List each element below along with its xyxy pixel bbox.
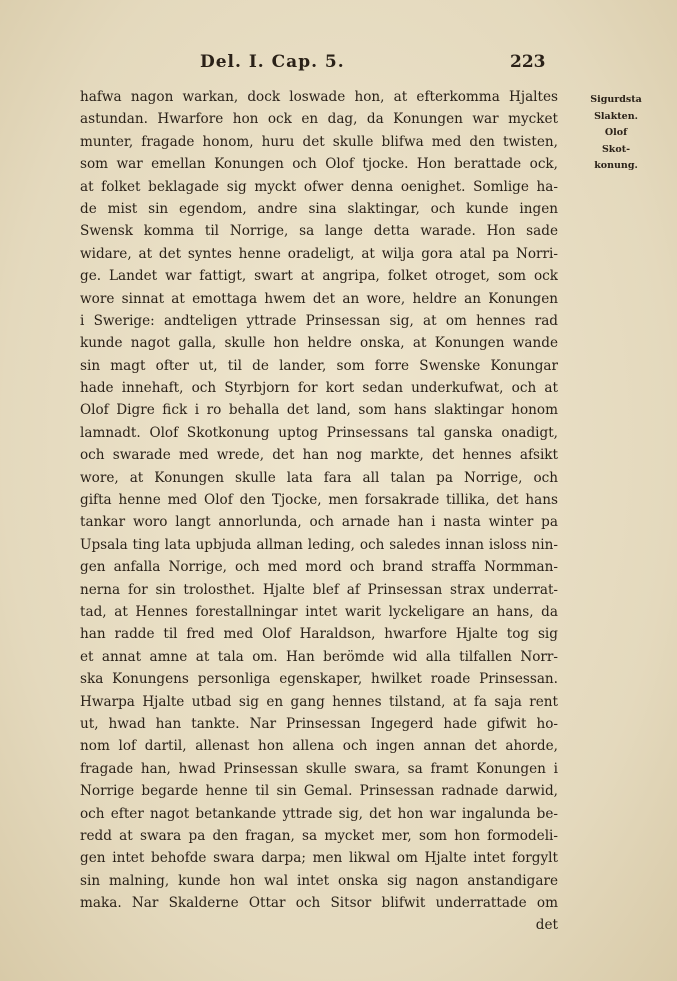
text-line: han radde til fred med Olof Haraldson, hwarfore Hjalte tog sig xyxy=(80,626,558,643)
text-line: gifta henne med Olof den Tjocke, men forsakrade tillika, det hans xyxy=(80,492,558,509)
text-line: tankar woro langt annorlunda, och arnade han i nasta winter pa xyxy=(80,514,558,531)
text-line: gen intet behofde swara darpa; men likwal om Hjalte intet forgylt xyxy=(80,850,558,867)
text-line: at folket beklagade sig myckt ofwer denna oenighet. Somlige ha- xyxy=(80,178,558,195)
text-line: Swensk komma til Norrige, sa lange detta warade. Hon sade xyxy=(80,223,558,240)
text-line: nom lof dartil, allenast hon allena och ingen annan det ahorde, xyxy=(80,738,558,755)
text-line: Hwarpa Hjalte utbad sig en gang hennes tilstand, at fa saja rent xyxy=(80,693,558,710)
body-text xyxy=(80,86,558,937)
text-line: sin magt ofter ut, til de lander, som forre Swenske Konungar xyxy=(80,357,558,374)
text-line: astundan. Hwarfore hon ock en dag, da Konungen war mycket xyxy=(80,111,558,128)
text-line: i Swerige: andteligen yttrade Prinsessan sig, at om hennes rad xyxy=(80,312,558,329)
text-line: kunde nagot galla, skulle hon heldre onska, at Konungen wande xyxy=(80,335,558,352)
text-line: de mist sin egendom, andre sina slaktingar, och kunde ingen xyxy=(80,200,558,217)
text-line: som war emellan Konungen och Olof tjocke. Hon berattade ock, xyxy=(80,156,558,173)
text-line: gen anfalla Norrige, och med mord och brand straffa Normman- xyxy=(80,559,558,576)
text-line: widare, at det syntes henne oradeligt, at wilja gora atal pa Norri- xyxy=(80,245,558,262)
text-line: munter, fragade honom, huru det skulle blifwa med den twisten, xyxy=(80,133,558,150)
text-line: ge. Landet war fattigt, swart at angripa, folket otroget, som ock xyxy=(80,268,558,285)
text-line: redd at swara pa den fragan, sa mycket mer, som hon formodeli- xyxy=(80,827,558,844)
text-line: hafwa nagon warkan, dock loswade hon, at efterkomma Hjaltes xyxy=(80,89,558,105)
page-header xyxy=(0,50,677,80)
text-line: tad, at Hennes forestallningar intet warit lyckeligare an hans, da xyxy=(80,603,558,620)
text-line: fragade han, hwad Prinsessan skulle swara, sa framt Konungen i xyxy=(80,760,558,777)
margin-note-line: Slakten. xyxy=(594,110,638,122)
page-number: 223 xyxy=(510,52,546,72)
running-head: Del. I. Cap. 5. xyxy=(200,52,345,72)
text-line: nerna for sin trolosthet. Hjalte blef af Prinsessan strax underrat- xyxy=(80,581,558,598)
text-line: maka. Nar Skalderne Ottar och Sitsor blifwit underrattade om xyxy=(80,895,558,912)
margin-note xyxy=(560,92,672,175)
text-line: Olof Digre fick i ro behalla det land, som hans slaktingar honom xyxy=(80,402,558,419)
text-line: och efter nagot betankande yttrade sig, det hon war ingalunda be- xyxy=(80,805,558,822)
text-line: lamnadt. Olof Skotkonung uptog Prinsessans tal ganska onadigt, xyxy=(80,424,558,441)
margin-note-line: konung. xyxy=(594,160,638,171)
margin-note-line: Sigurdsta xyxy=(590,94,642,105)
text-line: Norrige begarde henne til sin Gemal. Prinsessan radnade darwid, xyxy=(80,783,558,800)
text-line-catchword: det xyxy=(535,917,558,934)
text-line: wore, at Konungen skulle lata fara all talan pa Norrige, och xyxy=(80,469,558,486)
text-line: sin malning, kunde hon wal intet onska sig nagon anstandigare xyxy=(80,872,558,889)
text-line: och swarade med wrede, det han nog markte, det hennes afsikt xyxy=(80,447,558,464)
text-line: hade innehaft, och Styrbjorn for kort sedan underkufwat, och at xyxy=(80,380,558,397)
margin-note-line: Skot- xyxy=(601,143,631,155)
text-line: et annat amne at tala om. Han berömde wid alla tilfallen Norr- xyxy=(80,648,558,665)
text-line: wore sinnat at emottaga hwem det an wore, heldre an Konungen xyxy=(80,290,558,307)
margin-note-line: Olof xyxy=(604,127,628,138)
text-line: ska Konungens personliga egenskaper, hwilket roade Prinsessan. xyxy=(80,671,558,688)
text-line: ut, hwad han tankte. Nar Prinsessan Ingegerd hade gifwit ho- xyxy=(80,715,558,732)
text-line: Upsala ting lata upbjuda allman leding, och saledes innan isloss nin- xyxy=(80,536,558,553)
